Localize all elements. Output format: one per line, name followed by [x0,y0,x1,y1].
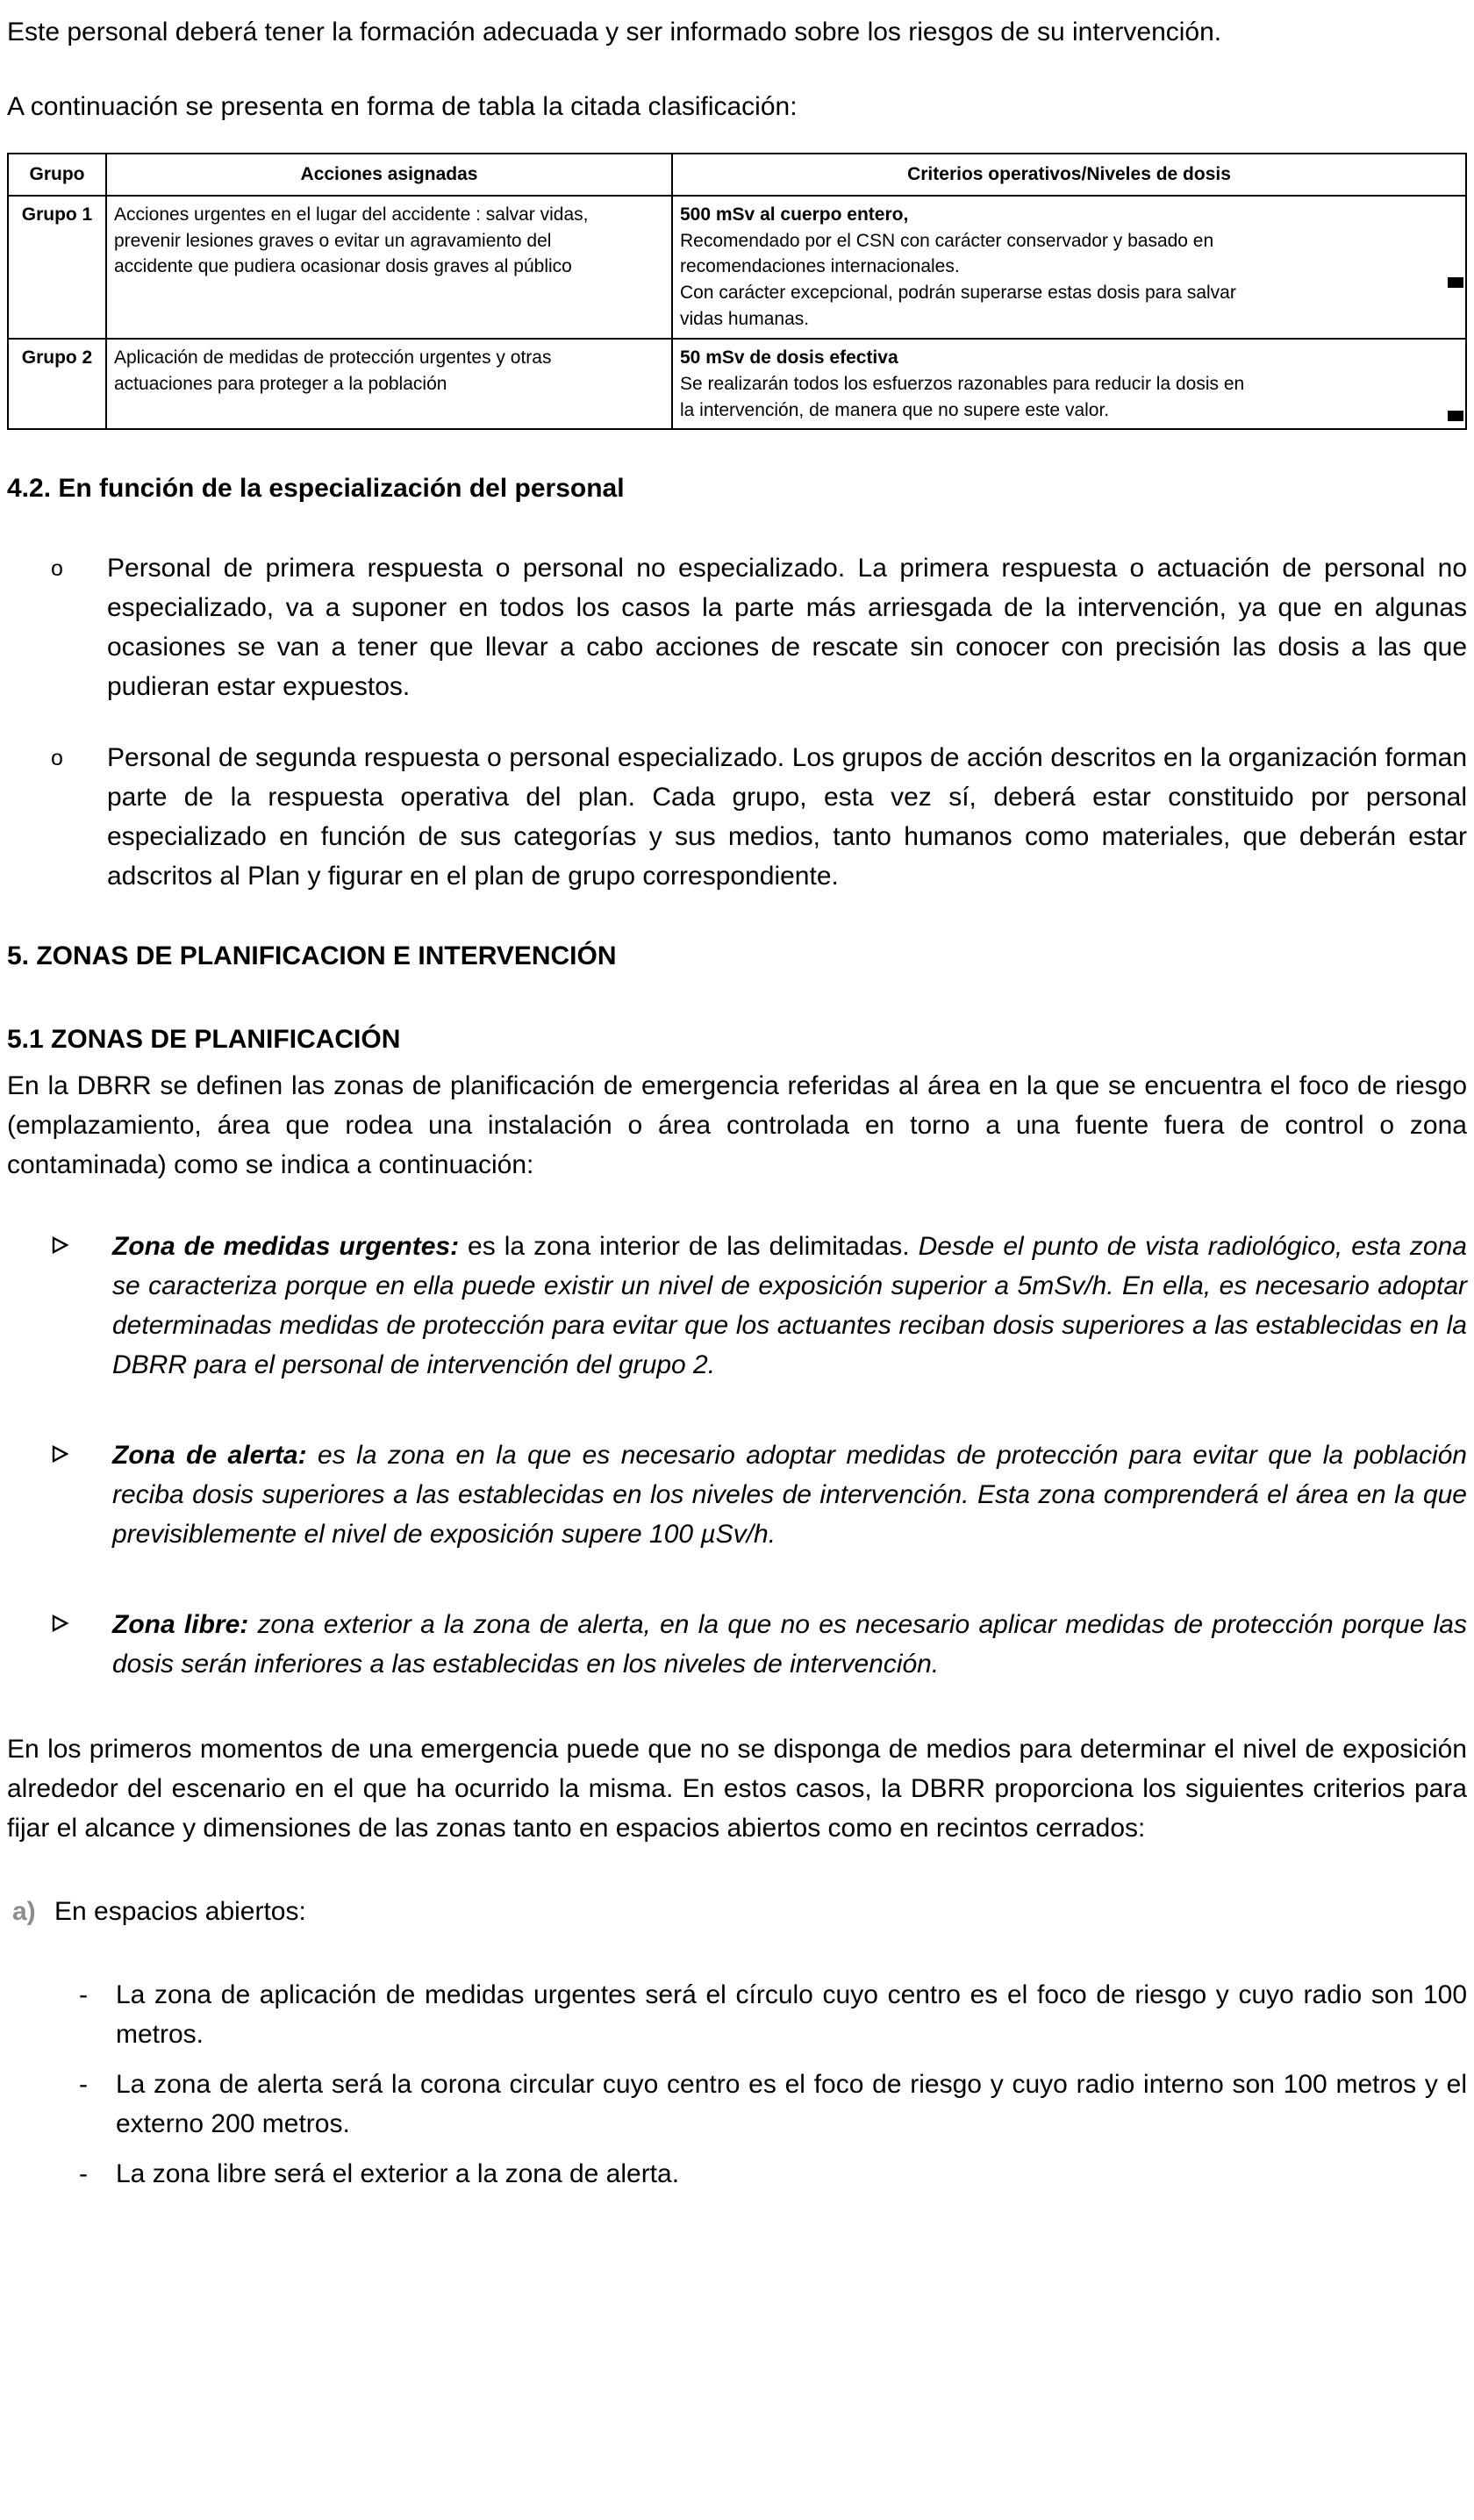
zone-text-italic: Desde el punto de vista radiológico, esta zona se caracteriza porque en ella puede existir un nivel de exposición superior a 5mSv/h. En ella, es necesario adoptar determinadas medidas de protección para evitar que los actuantes reciban dosis superiores a las establecidas en la DBRR para el personal de intervención del grupo 2. [112,1232,1467,1380]
acciones-cell [106,196,672,339]
cell-line: prevenir lesiones graves o evitar un agravamiento del [114,230,552,251]
dash-bullet-marker: - [79,2070,88,2100]
dash-item-text: La zona de alerta será la corona circular cuyo centro es el foco de riesgo y cuyo radio interno son 100 metros y el externo 200 metros. [116,2070,1467,2139]
dash-item-text: La zona libre será el exterior a la zona de alerta. [116,2159,680,2189]
right-arrowhead-icon [51,1227,112,1385]
zone-definition [112,1605,1467,1684]
zone-name: Zona de medidas urgentes: [112,1232,460,1262]
cell-line: vidas humanas. [680,309,810,330]
cell-line: actuaciones para proteger a la población [114,373,447,394]
cell-line: accidente que pudiera ocasionar dosis graves al público [114,256,572,277]
circle-bullet-marker: o [51,746,63,771]
cell-line: la intervención, de manera que no supere este valor. [680,399,1110,420]
list-letter-marker: a) [12,1897,36,1927]
list-item-text: Personal de segunda respuesta o personal especializado. Los grupos de acción descritos en la organización forman parte de la respuesta operativa del plan. Cada grupo, esta vez sí, deberá estar constituido por personal especializado en función de sus categorías y sus medios, tanto humanos como materiales, que deberán estar adscritos al Plan y figurar en el plan de grupo correspondiente. [107,743,1467,891]
closing-paragraph: En los primeros momentos de una emergencia puede que no se disponga de medios para determinar el nivel de exposición alrededor del escenario en el que ha ocurrido la misma. En estos casos, la DBRR proporciona los siguientes criterios para fijar el alcance y dimensiones de las zonas tanto en espacios abiertos como en recintos cerrados: [7,1735,1467,1843]
list-item [7,738,1467,896]
circle-bullet-marker: o [51,556,63,582]
column-header-grupo: Grupo [8,154,106,196]
scan-artifact [1448,277,1463,288]
personnel-bullet-list [7,548,1467,896]
section-5-1-heading: 5.1 ZONAS DE PLANIFICACIÓN [7,1025,401,1055]
cell-line-bold: 500 mSv al cuerpo entero, [680,204,909,225]
dash-list-item [7,1975,1467,2054]
right-arrowhead-icon [51,1605,112,1684]
acciones-cell [106,339,672,429]
table-header-row [8,154,1466,196]
cell-line: Recomendado por el CSN con carácter conservador y basado en [680,230,1214,251]
right-arrowhead-icon [51,1435,112,1554]
table-lead-paragraph: A continuación se presenta en forma de tabla la citada clasificación: [7,92,798,121]
open-spaces-label: En espacios abiertos: [54,1897,306,1927]
dash-item-text: La zona de aplicación de medidas urgentes será el círculo cuyo centro es el foco de riesgo y cuyo radio son 100 metros. [116,1980,1467,2050]
cell-line: Se realizarán todos los esfuerzos razonables para reducir la dosis en [680,373,1245,394]
grupo-cell: Grupo 2 [8,339,106,429]
dash-bullet-marker: - [79,2159,88,2189]
zone-definition [112,1435,1467,1554]
zone-name: Zona de alerta: [112,1441,307,1471]
zone-list-item [7,1435,1467,1554]
grupo-cell: Grupo 1 [8,196,106,339]
section-4-2-heading: 4.2. En función de la especialización del personal [7,474,625,504]
open-spaces-heading-row [7,1892,1467,1931]
classification-table [7,153,1467,430]
zone-list-item [7,1227,1467,1385]
section-5-heading: 5. ZONAS DE PLANIFICACION E INTERVENCIÓN [7,941,617,971]
column-header-criterios: Criterios operativos/Niveles de dosis [672,154,1466,196]
dash-list-item [7,2065,1467,2144]
cell-line-bold: 50 mSv de dosis efectiva [680,347,898,368]
table-row [8,196,1466,339]
zone-definition [112,1227,1467,1385]
list-item-text: Personal de primera respuesta o personal no especializado. La primera respuesta o actuación de personal no especializado, va a suponer en todos los casos la parte más arriesgada de la intervención, ya que en algunas ocasiones se van a tener que llevar a cabo acciones de rescate sin conocer con precisión las dosis a las que pudieran estar expuestos. [107,554,1467,702]
table-row [8,339,1466,429]
column-header-acciones: Acciones asignadas [106,154,672,196]
zone-list-item [7,1605,1467,1684]
dash-bullet-marker: - [79,1980,88,2010]
zone-text-roman: es la zona interior de las delimitadas. [459,1232,919,1262]
list-item [7,548,1467,706]
dash-list-item [7,2154,1467,2194]
zone-name: Zona libre: [112,1610,249,1640]
zone-text-italic: es la zona en la que es necesario adoptar medidas de protección para evitar que la población reciba dosis superiores a las establecidas en los niveles de intervención. Esta zona comprenderá el área en la que previsiblemente el nivel de exposición supere 100 µSv/h. [112,1441,1467,1550]
intro-paragraph: Este personal deberá tener la formación adecuada y ser informado sobre los riesgos de su intervención. [7,18,1222,47]
criterios-cell [672,196,1466,339]
zone-text-italic: zona exterior a la zona de alerta, en la que no es necesario aplicar medidas de protección porque las dosis serán inferiores a las establecidas en los niveles de intervención. [112,1610,1467,1679]
scan-artifact [1448,411,1463,421]
cell-line: Con carácter excepcional, podrán superarse estas dosis para salvar [680,283,1236,304]
section-5-1-paragraph: En la DBRR se definen las zonas de planificación de emergencia referidas al área en la que se encuentra el foco de riesgo (emplazamiento, área que rodea una instalación o área controlada en torno a una fuente fuera de control o zona contaminada) como se indica a continuación: [7,1071,1467,1180]
criterios-cell [672,339,1466,429]
cell-line: Aplicación de medidas de protección urgentes y otras [114,347,552,368]
cell-line: Acciones urgentes en el lugar del accidente : salvar vidas, [114,204,589,225]
cell-line: recomendaciones internacionales. [680,256,960,277]
